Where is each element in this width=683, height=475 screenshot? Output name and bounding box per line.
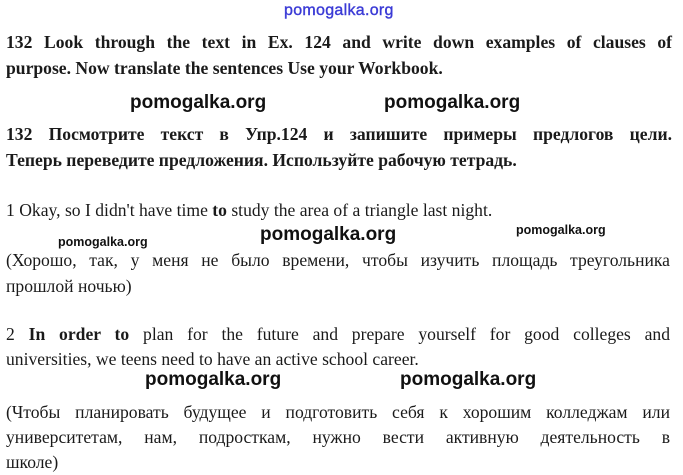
watermark: pomogalka.org: [516, 223, 606, 237]
watermark: pomogalka.org: [260, 224, 397, 245]
example-1-translation-line2: прошлой ночью): [6, 276, 132, 296]
example-2-number: 2: [6, 324, 29, 344]
example-2-sentence-line2: universities, we teens need to have an active school career.: [6, 349, 419, 369]
example-2-translation-line2: университетам, нам, подросткам, нужно вести активную деятельность в: [6, 427, 670, 447]
watermark: pomogalka.org: [58, 235, 148, 249]
watermark: pomogalka.org: [145, 369, 282, 390]
example-2-translation-line1: (Чтобы планировать будущее и подготовить себя к хорошим колледжам или: [6, 402, 670, 422]
task-heading-en-line2: purpose. Now translate the sentences Use your Workbook.: [6, 58, 443, 78]
example-1-text-after: study the area of a triangle last night.: [226, 200, 493, 220]
task-heading-en-line1: 132 Look through the text in Ex. 124 and write down examples of clauses of: [6, 32, 672, 52]
watermark: pomogalka.org: [130, 92, 267, 113]
task-heading-ru-line1: 132 Посмотрите текст в Упр.124 и запишите примеры предлогов цели.: [6, 124, 672, 144]
example-1-sentence: [6, 200, 492, 221]
example-2-text-after: plan for the future and prepare yourself for good colleges and: [129, 324, 670, 344]
example-2-sentence-line1: [6, 324, 670, 345]
example-1-text-before: 1 Okay, so I didn't have time: [6, 200, 213, 220]
watermark: pomogalka.org: [384, 92, 521, 113]
example-2-translation-line3: школе): [6, 452, 59, 472]
example-1-translation-line1: (Хорошо, так, у меня не было времени, чтобы изучить площадь треугольника: [6, 250, 670, 270]
example-2-keyword: In order to: [28, 324, 130, 344]
watermark-top: pomogalka.org: [284, 2, 394, 19]
task-heading-ru-line2: Теперь переведите предложения. Используйте рабочую тетрадь.: [6, 150, 517, 170]
example-1-keyword: to: [212, 200, 227, 220]
watermark: pomogalka.org: [400, 369, 537, 390]
